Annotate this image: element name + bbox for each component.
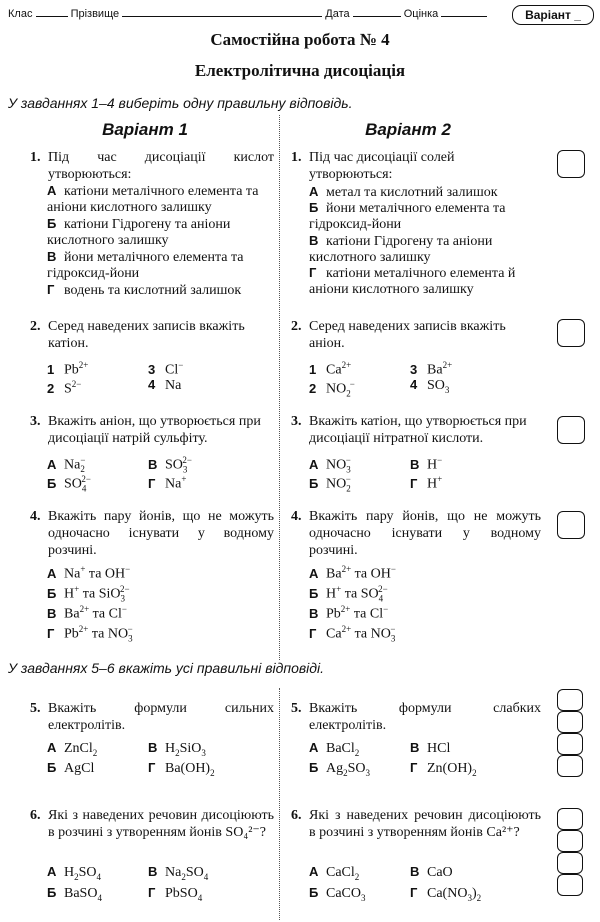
option-letter: Г [148, 475, 156, 491]
option-text: водень та кислотний залишок [64, 283, 242, 298]
v1-q2-option-3[interactable]: 3 Cl− [148, 360, 184, 378]
and-word: та [353, 606, 367, 622]
v2-q3-option-v[interactable]: В H− [410, 455, 443, 473]
v1-q1-option-d[interactable] [47, 281, 241, 299]
v2-q2-number: 2. [291, 319, 302, 334]
v2-question-4 [291, 508, 541, 559]
v1-q3-option-v[interactable]: В $SO_3^{2-}$ [148, 455, 192, 475]
instruction-1-4: У завданнях 1–4 виберіть одну правильну відповідь. [8, 95, 353, 111]
v1-q1-option-b[interactable] [47, 216, 275, 249]
grade-label: Оцінка [403, 8, 439, 20]
v2-q6-option-a[interactable]: А CaCl$_2$ [309, 864, 360, 882]
option-text: йони металічного елемента та гідроксид-йони [47, 250, 244, 281]
answer-box-5c[interactable] [557, 733, 583, 755]
option-letter: Б [47, 585, 57, 601]
v2-q2-text: Серед наведених записів вкажіть аніон. [309, 319, 506, 351]
v2-q1-option-b[interactable] [309, 200, 542, 233]
v2-q5-text: Вкажіть формули слабких електролітів. [309, 701, 541, 733]
v2-q1-option-g[interactable] [309, 265, 542, 298]
class-label: Клас [8, 8, 33, 20]
v2-question-3 [291, 413, 541, 447]
header-fields [8, 6, 487, 20]
v1-q5-option-v[interactable]: В $H_2SiO_3$ [148, 740, 206, 758]
v2-q1-text: Під час дисоціації солей утворюються: [309, 150, 455, 182]
answer-box-6d[interactable] [557, 874, 583, 896]
v2-q3-option-a[interactable]: А $NO_3^-$ [309, 455, 351, 475]
option-text: катіони металічного елемента й аніони кислотного залишку [309, 266, 516, 297]
v2-q2-option-2[interactable]: 2 $NO_2^-$ [309, 379, 355, 399]
option-letter: А [47, 864, 57, 879]
option-text: катіони Гідрогену та аніони кислотного залишку [309, 234, 493, 265]
option-letter: А [309, 184, 319, 199]
answer-box-6a[interactable] [557, 808, 583, 830]
v2-q1-number: 1. [291, 150, 302, 165]
option-number: 1 [309, 361, 317, 377]
option-letter: Б [47, 885, 57, 900]
v2-q5-option-a[interactable]: А BaCl$_2$ [309, 740, 360, 758]
v1-q6-number: 6. [30, 808, 41, 823]
v1-q6-text: Які з наведених речовин дисоціюють в розчині з утворенням йонів SO₄²⁻? [48, 808, 274, 840]
option-number: 1 [47, 361, 55, 377]
option-letter: А [47, 565, 57, 581]
page-subtitle: Електролітична дисоціація [194, 61, 406, 80]
v1-q3-option-b[interactable]: Б $SO_4^{2-}$ [47, 474, 91, 494]
option-number: 2 [47, 380, 55, 396]
v1-q2-option-1[interactable]: 1 $Pb^{2+}$ [47, 360, 89, 378]
and-word: та [82, 586, 96, 602]
and-word: та [354, 626, 368, 642]
v1-question-2 [30, 318, 274, 352]
option-letter: Б [309, 475, 319, 491]
option-letter: А [309, 456, 319, 472]
option-letter: Г [309, 265, 317, 280]
option-number: 3 [410, 361, 418, 377]
option-letter: А [309, 864, 319, 879]
option-text: метал та кислотний залишок [326, 185, 498, 200]
variant-1-heading: Варіант 1 [102, 120, 188, 139]
v2-question-5 [291, 700, 541, 734]
answer-box-5a[interactable] [557, 689, 583, 711]
v1-q3-option-g[interactable]: Г Na+ [148, 474, 187, 492]
option-letter: Б [47, 760, 57, 775]
v2-q3-text: Вкажіть катіон, що утворюється при дисоціації нітратної кислоти. [309, 414, 527, 446]
option-letter: Г [148, 885, 156, 900]
option-letter: В [410, 740, 420, 755]
option-letter: В [309, 605, 319, 621]
and-word: та [344, 586, 358, 602]
v1-question-4 [30, 508, 274, 559]
date-field[interactable] [353, 6, 401, 17]
option-letter: Б [309, 760, 319, 775]
v2-q5-number: 5. [291, 701, 302, 716]
option-letter: Б [47, 475, 57, 491]
v1-question-5 [30, 700, 274, 734]
variant-2-heading: Варіант 2 [365, 120, 451, 139]
class-field[interactable] [36, 6, 68, 17]
v1-q5-option-b[interactable]: Б AgCl [47, 760, 95, 776]
answer-box-2[interactable] [557, 319, 585, 347]
date-label: Дата [325, 8, 350, 20]
v1-q5-number: 5. [30, 701, 41, 716]
option-letter: А [47, 456, 57, 472]
and-word: та [354, 566, 368, 582]
answer-box-5b[interactable] [557, 711, 583, 733]
answer-box-6c[interactable] [557, 852, 583, 874]
option-letter: В [47, 249, 57, 264]
option-letter: Г [410, 760, 418, 775]
option-number: 4 [148, 377, 156, 392]
option-letter: А [47, 183, 57, 198]
option-letter: Г [410, 885, 418, 900]
v2-q6-option-v[interactable]: В CaO [410, 864, 453, 880]
option-number: 3 [148, 361, 156, 377]
v1-q1-option-a[interactable] [47, 183, 275, 216]
v1-q2-number: 2. [30, 319, 41, 334]
instruction-5-6: У завданнях 5–6 вкажіть усі правильні відповіді. [8, 660, 325, 676]
v1-question-3 [30, 413, 274, 447]
v1-q4-option-v[interactable]: В $Ba^{2+}$ та Cl− [47, 604, 127, 622]
v1-question-1 [30, 149, 274, 183]
option-letter: В [148, 864, 158, 879]
v1-q6-option-a[interactable]: А $H_2SO_4$ [47, 864, 102, 882]
v1-q5-option-g[interactable]: Г $Ba(OH)_2$ [148, 760, 215, 778]
surname-label: Прізвище [70, 8, 120, 20]
v2-q2-option-4[interactable]: 4 $SO_3$ [410, 377, 450, 395]
v2-q4-text: Вкажіть пару йонів, що не можуть одночасно існувати у водному розчині. [309, 509, 541, 558]
v1-q4-text: Вкажіть пару йонів, що не можуть одночасно існувати у водному розчині. [48, 509, 274, 558]
v1-q4-number: 4. [30, 509, 41, 524]
v1-q3-option-a[interactable]: А $Na^-_2$ [47, 455, 86, 475]
v2-q4-option-v[interactable]: В $Pb^{2+}$ та Cl− [309, 604, 389, 622]
option-number: 2 [309, 380, 317, 396]
option-letter: В [47, 605, 57, 621]
option-letter: В [410, 864, 420, 879]
and-word: та [92, 606, 106, 622]
option-letter: А [309, 565, 319, 581]
v1-q4-option-a[interactable]: А Na+ та OH− [47, 564, 131, 582]
option-text: катіони Гідрогену та аніони кислотного залишку [47, 217, 231, 248]
option-text: йони металічного елемента та гідроксид-йони [309, 201, 506, 232]
option-number: 4 [410, 377, 418, 392]
option-letter: Б [309, 200, 319, 215]
v2-q1-option-v[interactable] [309, 233, 542, 266]
v2-q5-option-g[interactable]: Г $Zn(OH)_2$ [410, 760, 477, 778]
option-letter: Г [309, 625, 317, 641]
v1-q5-text: Вкажіть формули сильних електролітів. [48, 701, 274, 733]
option-letter: В [148, 456, 158, 472]
v2-q3-option-b[interactable]: Б $NO_2^-$ [309, 474, 351, 494]
option-letter: В [309, 233, 319, 248]
option-letter: А [309, 740, 319, 755]
grade-field[interactable] [441, 6, 487, 17]
option-letter: Б [47, 216, 57, 231]
answer-box-6b[interactable] [557, 830, 583, 852]
v2-q6-number: 6. [291, 808, 302, 823]
v1-q6-option-b[interactable]: Б BaSO$_4$ [47, 885, 102, 903]
option-letter: Б [309, 585, 319, 601]
variant-box[interactable]: Варіант _ [512, 5, 594, 25]
v1-q1-option-c[interactable] [47, 249, 275, 282]
v1-q5-option-a[interactable]: А ZnCl$_2$ [47, 740, 98, 758]
v2-q4-option-b[interactable]: Б H+ та $SO_4^{2-}$ [309, 584, 388, 604]
option-letter: Г [410, 475, 418, 491]
v2-question-2 [291, 318, 541, 352]
answer-box-1[interactable] [557, 150, 585, 178]
v1-q3-text: Вкажіть аніон, що утворюється при дисоціації натрій сульфіту. [48, 414, 261, 446]
v2-q2-option-1[interactable]: 1 $Ca^{2+}$ [309, 360, 352, 378]
v2-question-1 [291, 149, 541, 183]
option-letter: Г [148, 760, 156, 775]
v2-q6-option-g[interactable]: Г $Ca(NO_3)_2$ [410, 885, 482, 903]
v2-q6-option-b[interactable]: Б CaCO$_3$ [309, 885, 366, 903]
page-title: Самостійна робота № 4 [210, 30, 390, 49]
v2-q4-option-a[interactable]: А $Ba^{2+}$ та OH− [309, 564, 396, 582]
v2-q6-text: Які з наведених речовин дисоціюють в розчині з утворенням йонів Ca²⁺? [309, 808, 541, 840]
and-word: та [88, 566, 102, 582]
v2-q4-number: 4. [291, 509, 302, 524]
v2-q4-option-g[interactable]: Г $Ca^{2+}$ та $NO_3^-$ [309, 624, 396, 644]
v2-q3-number: 3. [291, 414, 302, 429]
column-divider-bottom [279, 688, 280, 920]
v2-q5-option-v[interactable]: В HCl [410, 740, 451, 756]
v1-q6-option-v[interactable]: В $Na_2SO_4$ [148, 864, 209, 882]
column-divider-top [279, 115, 280, 660]
answer-box-4[interactable] [557, 511, 585, 539]
v1-q6-option-g[interactable]: Г PbSO$_4$ [148, 885, 203, 903]
v1-q1-text: Під час дисоціації кислот утворюються: [48, 150, 274, 182]
option-letter: Г [47, 282, 55, 297]
v1-q4-option-g[interactable]: Г $Pb^{2+}$ та $NO_3^-$ [47, 624, 133, 644]
v2-q3-option-g[interactable]: Г H+ [410, 474, 443, 492]
v1-q2-text: Серед наведених записів вкажіть катіон. [48, 319, 245, 351]
v2-q5-option-b[interactable]: Б $Ag_2SO_3$ [309, 760, 371, 778]
v1-q2-option-2[interactable]: 2 $S^{2-}$ [47, 379, 82, 397]
v2-q2-option-3[interactable]: 3 $Ba^{2+}$ [410, 360, 453, 378]
option-letter: В [410, 456, 420, 472]
option-letter: В [148, 740, 158, 755]
option-letter: Г [47, 625, 55, 641]
and-word: та [91, 626, 105, 642]
v1-question-6 [30, 807, 274, 841]
v2-question-6 [291, 807, 541, 841]
v1-q4-option-b[interactable]: Б H+ та SiO$_3^{2-}$ [47, 584, 130, 604]
answer-box-5d[interactable] [557, 755, 583, 777]
v2-q1-option-a[interactable] [309, 183, 498, 201]
option-letter: Б [309, 885, 319, 900]
option-text: катіони металічного елемента та аніони кислотного залишку [47, 184, 259, 215]
surname-field[interactable] [122, 6, 322, 17]
v1-q2-option-4[interactable]: 4 Na [148, 377, 182, 393]
answer-box-3[interactable] [557, 416, 585, 444]
v1-q1-number: 1. [30, 150, 41, 165]
v1-q3-number: 3. [30, 414, 41, 429]
option-letter: А [47, 740, 57, 755]
